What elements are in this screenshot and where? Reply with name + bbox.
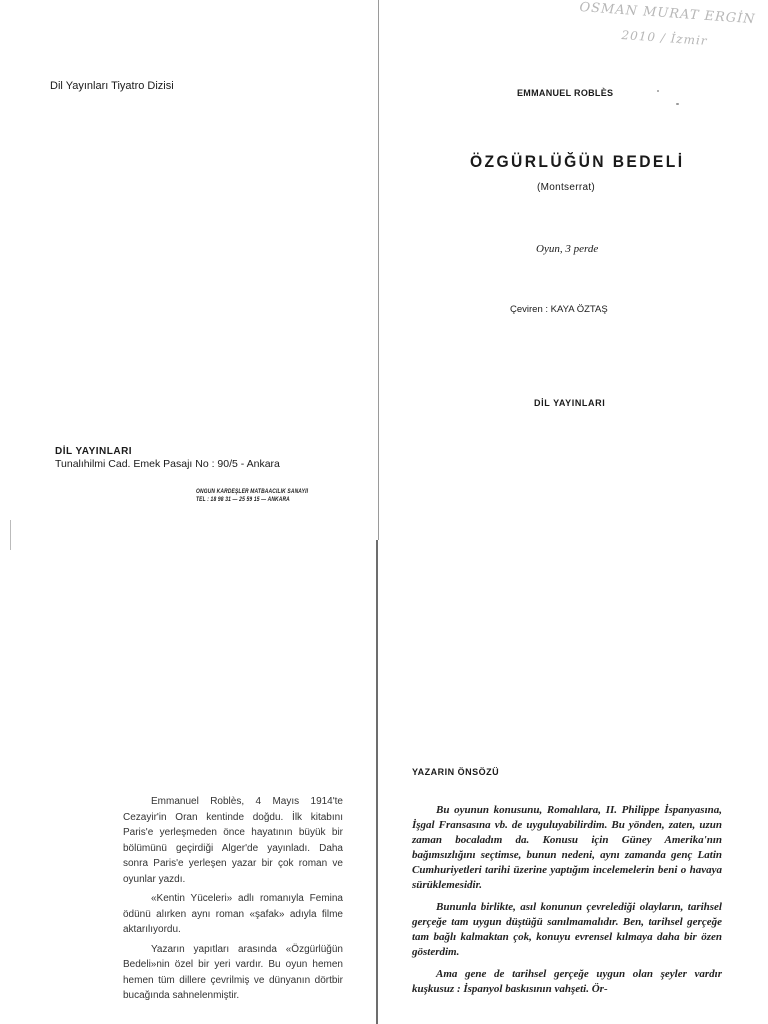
handwritten-signature: OSMAN MURAT ERGİN	[578, 0, 757, 28]
preface-paragraph: Bununla birlikte, asıl konunun çevrelediği olayların, tarihsel gerçeğe tam uygun düştüğü sanılmamalıdır. Ben, tarihsel gerçeğe tam bağlı kalmaktan çok, konuyu evrensel kılmaya daha bir özen gösterdim.	[412, 901, 722, 958]
printer-phone: TEL : 18 98 31 — 25 59 15 — ANKARA	[196, 497, 290, 503]
book-subtitle: (Montserrat)	[537, 182, 596, 193]
bio-paragraph: Emmanuel Roblès, 4 Mayıs 1914'te Cezayir'in Oran kentinde doğdu. İlk kitabını Paris'e yerleşmeden önce hayatının büyük bir bölümünü geçirdiği Alger'de yayınladı. Daha sonra Paris'e yerleşen yazar bir çok roman ve oyunlar yazdı.	[123, 796, 343, 885]
page-fold-shadow	[376, 540, 378, 1024]
ink-speck	[676, 103, 679, 105]
preface-paragraph: Bu oyunun konusunu, Romalılara, II. Philippe İspanyasına, İşgal Fransasına vb. de uyguluyabilirdim. Bu yönden, zaten, uzun zaman bocaladım da. Konusu için Güney Amerika'nın bağımsızlığını seçtimse, bunun nedeni, aynı zamanda genç Latin Cumhuriyetleri tarihi üzerine yaptığım incelemelerin beni o havaya sürüklemesidir.	[412, 804, 722, 891]
handwritten-date: 2010 / İzmir	[621, 28, 709, 48]
page-fold	[378, 0, 379, 540]
book-genre: Oyun, 3 perde	[536, 243, 599, 255]
printer-imprint	[196, 488, 308, 504]
publisher-address: Tunalıhilmi Cad. Emek Pasajı No : 90/5 - Ankara	[55, 458, 280, 470]
preface-text	[412, 803, 722, 1004]
book-title: ÖZGÜRLÜĞÜN BEDELİ	[470, 152, 685, 171]
preface-paragraph: Ama gene de tarihsel gerçeğe uygun olan şeyler vardır kuşkusuz : İspanyol baskısının vahşeti. Ör-	[412, 968, 722, 995]
publisher-imprint: DİL YAYINLARI	[534, 398, 606, 408]
publisher-name: DİL YAYINLARI	[55, 446, 133, 457]
ink-speck	[657, 90, 659, 92]
series-name: Dil Yayınları Tiyatro Dizisi	[50, 80, 174, 92]
bio-paragraph: «Kentin Yüceleri» adlı romanıyla Femina ödünü alırken aynı roman «şafak» adıyla filme aktarılıyordu.	[123, 893, 343, 935]
preface-heading: YAZARIN ÖNSÖZÜ	[412, 767, 500, 777]
author-bio	[123, 794, 343, 1008]
printer-name: ONGUN KARDEŞLER MATBAACILIK SANAYİİ	[196, 489, 309, 495]
translator-credit: Çeviren : KAYA ÖZTAŞ	[510, 304, 608, 315]
author-name: EMMANUEL ROBLÈS	[517, 88, 614, 98]
page-edge-mark	[10, 520, 11, 550]
bio-paragraph: Yazarın yapıtları arasında «Özgürlüğün Bedeli»nin özel bir yeri vardır. Bu oyun hemen hemen tüm dillere çevrilmiş ve dünyanın dörtbir bucağında sahnelenmiştir.	[123, 943, 343, 1001]
